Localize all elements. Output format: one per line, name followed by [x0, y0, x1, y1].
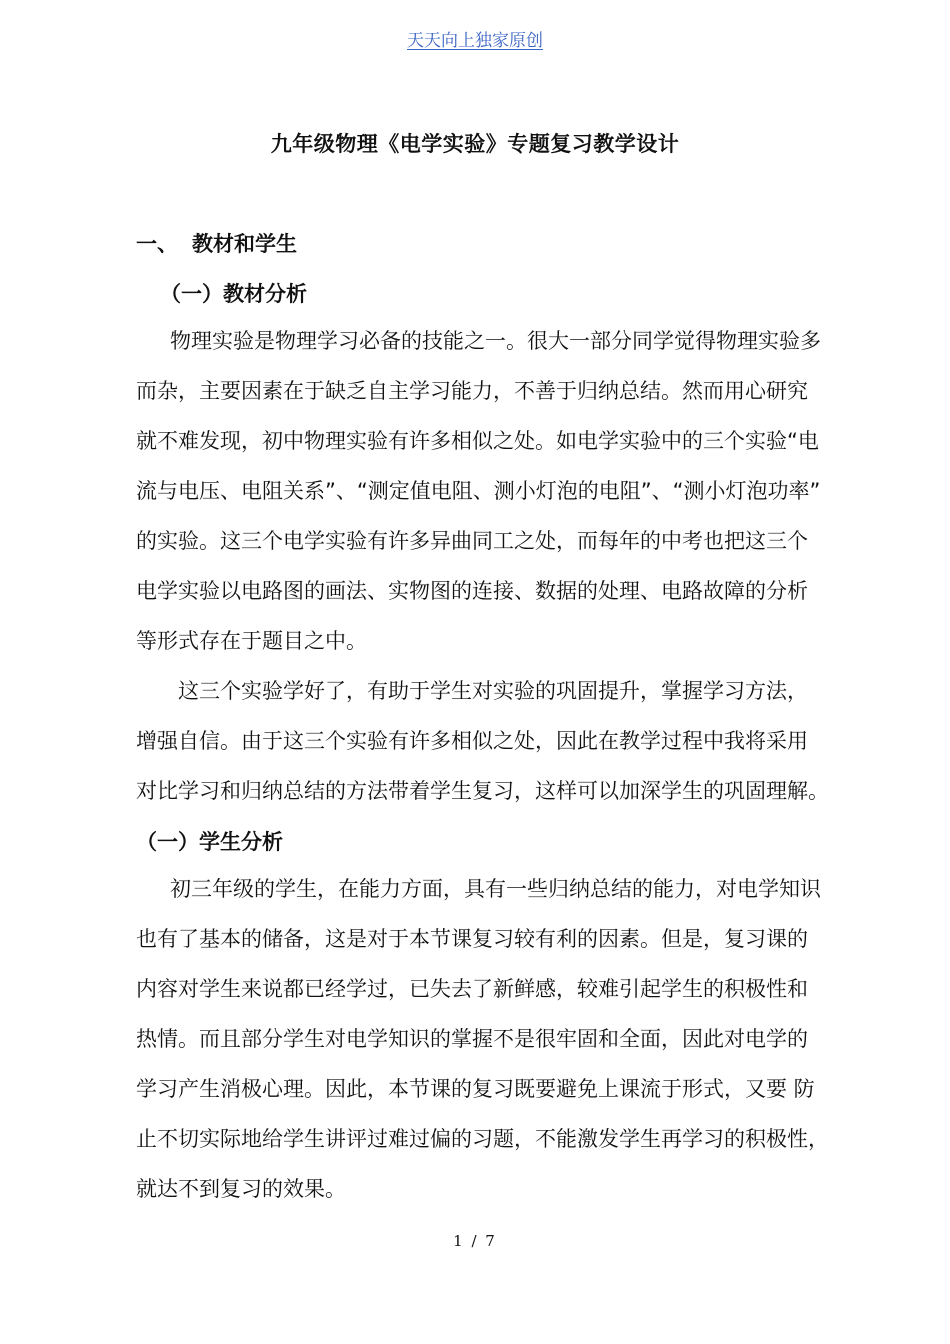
section-heading-text: 教材和学生: [192, 232, 297, 256]
page-number: 1 / 7: [453, 1232, 497, 1250]
paragraph-line: 这三个实验学好了，有助于学生对实验的巩固提升，掌握学习方法，: [178, 679, 808, 703]
paragraph-line: 对比学习和归纳总结的方法带着学生复习，这样可以加深学生的巩固理解。: [136, 779, 829, 803]
paragraph-student-analysis: [136, 864, 872, 1214]
paragraph-material-analysis: [136, 316, 872, 666]
paragraph-line: 流与电压、电阻关系”、“测定值电阻、测小灯泡的电阻”、“测小灯泡功率”: [136, 479, 821, 503]
paragraph-line: 也有了基本的储备，这是对于本节课复习较有利的因素。但是，复习课的: [136, 927, 808, 951]
paragraph-line: 物理实验是物理学习必备的技能之一。很大一部分同学觉得物理实验多: [170, 329, 821, 353]
paragraph-line: 内容对学生来说都已经学过，已失去了新鲜感，较难引起学生的积极性和: [136, 977, 808, 1001]
subsection-heading-student-analysis: （一）学生分析: [136, 830, 283, 854]
paragraph-line: 电学实验以电路图的画法、实物图的连接、数据的处理、电路故障的分析: [136, 579, 808, 603]
paragraph-line: 学习产生消极心理。因此，本节课的复习既要避免上课流于形式，又要 防: [136, 1077, 815, 1101]
subsection-heading-material-analysis: （一）教材分析: [160, 282, 307, 306]
paragraph-review-method: [136, 666, 872, 816]
section-heading-materials-students: [136, 228, 297, 258]
paragraph-line: 等形式存在于题目之中。: [136, 629, 367, 653]
document-title: 九年级物理《电学实验》专题复习教学设计: [270, 132, 680, 156]
page-header-link[interactable]: 天天向上独家原创: [407, 31, 543, 51]
paragraph-line: 增强自信。由于这三个实验有许多相似之处，因此在教学过程中我将采用: [136, 729, 808, 753]
paragraph-line: 的实验。这三个电学实验有许多异曲同工之处，而每年的中考也把这三个: [136, 529, 808, 553]
paragraph-line: 热情。而且部分学生对电学知识的掌握不是很牢固和全面，因此对电学的: [136, 1027, 808, 1051]
paragraph-line: 就不难发现，初中物理实验有许多相似之处。如电学实验中的三个实验“电: [136, 429, 819, 453]
paragraph-line: 就达不到复习的效果。: [136, 1177, 346, 1201]
paragraph-line: 初三年级的学生，在能力方面，具有一些归纳总结的能力，对电学知识: [170, 877, 821, 901]
paragraph-line: 而杂，主要因素在于缺乏自主学习能力，不善于归纳总结。然而用心研究: [136, 379, 808, 403]
paragraph-line: 止不切实际地给学生讲评过难过偏的习题，不能激发学生再学习的积极性，: [136, 1127, 829, 1151]
section-number: 一、: [136, 232, 178, 256]
